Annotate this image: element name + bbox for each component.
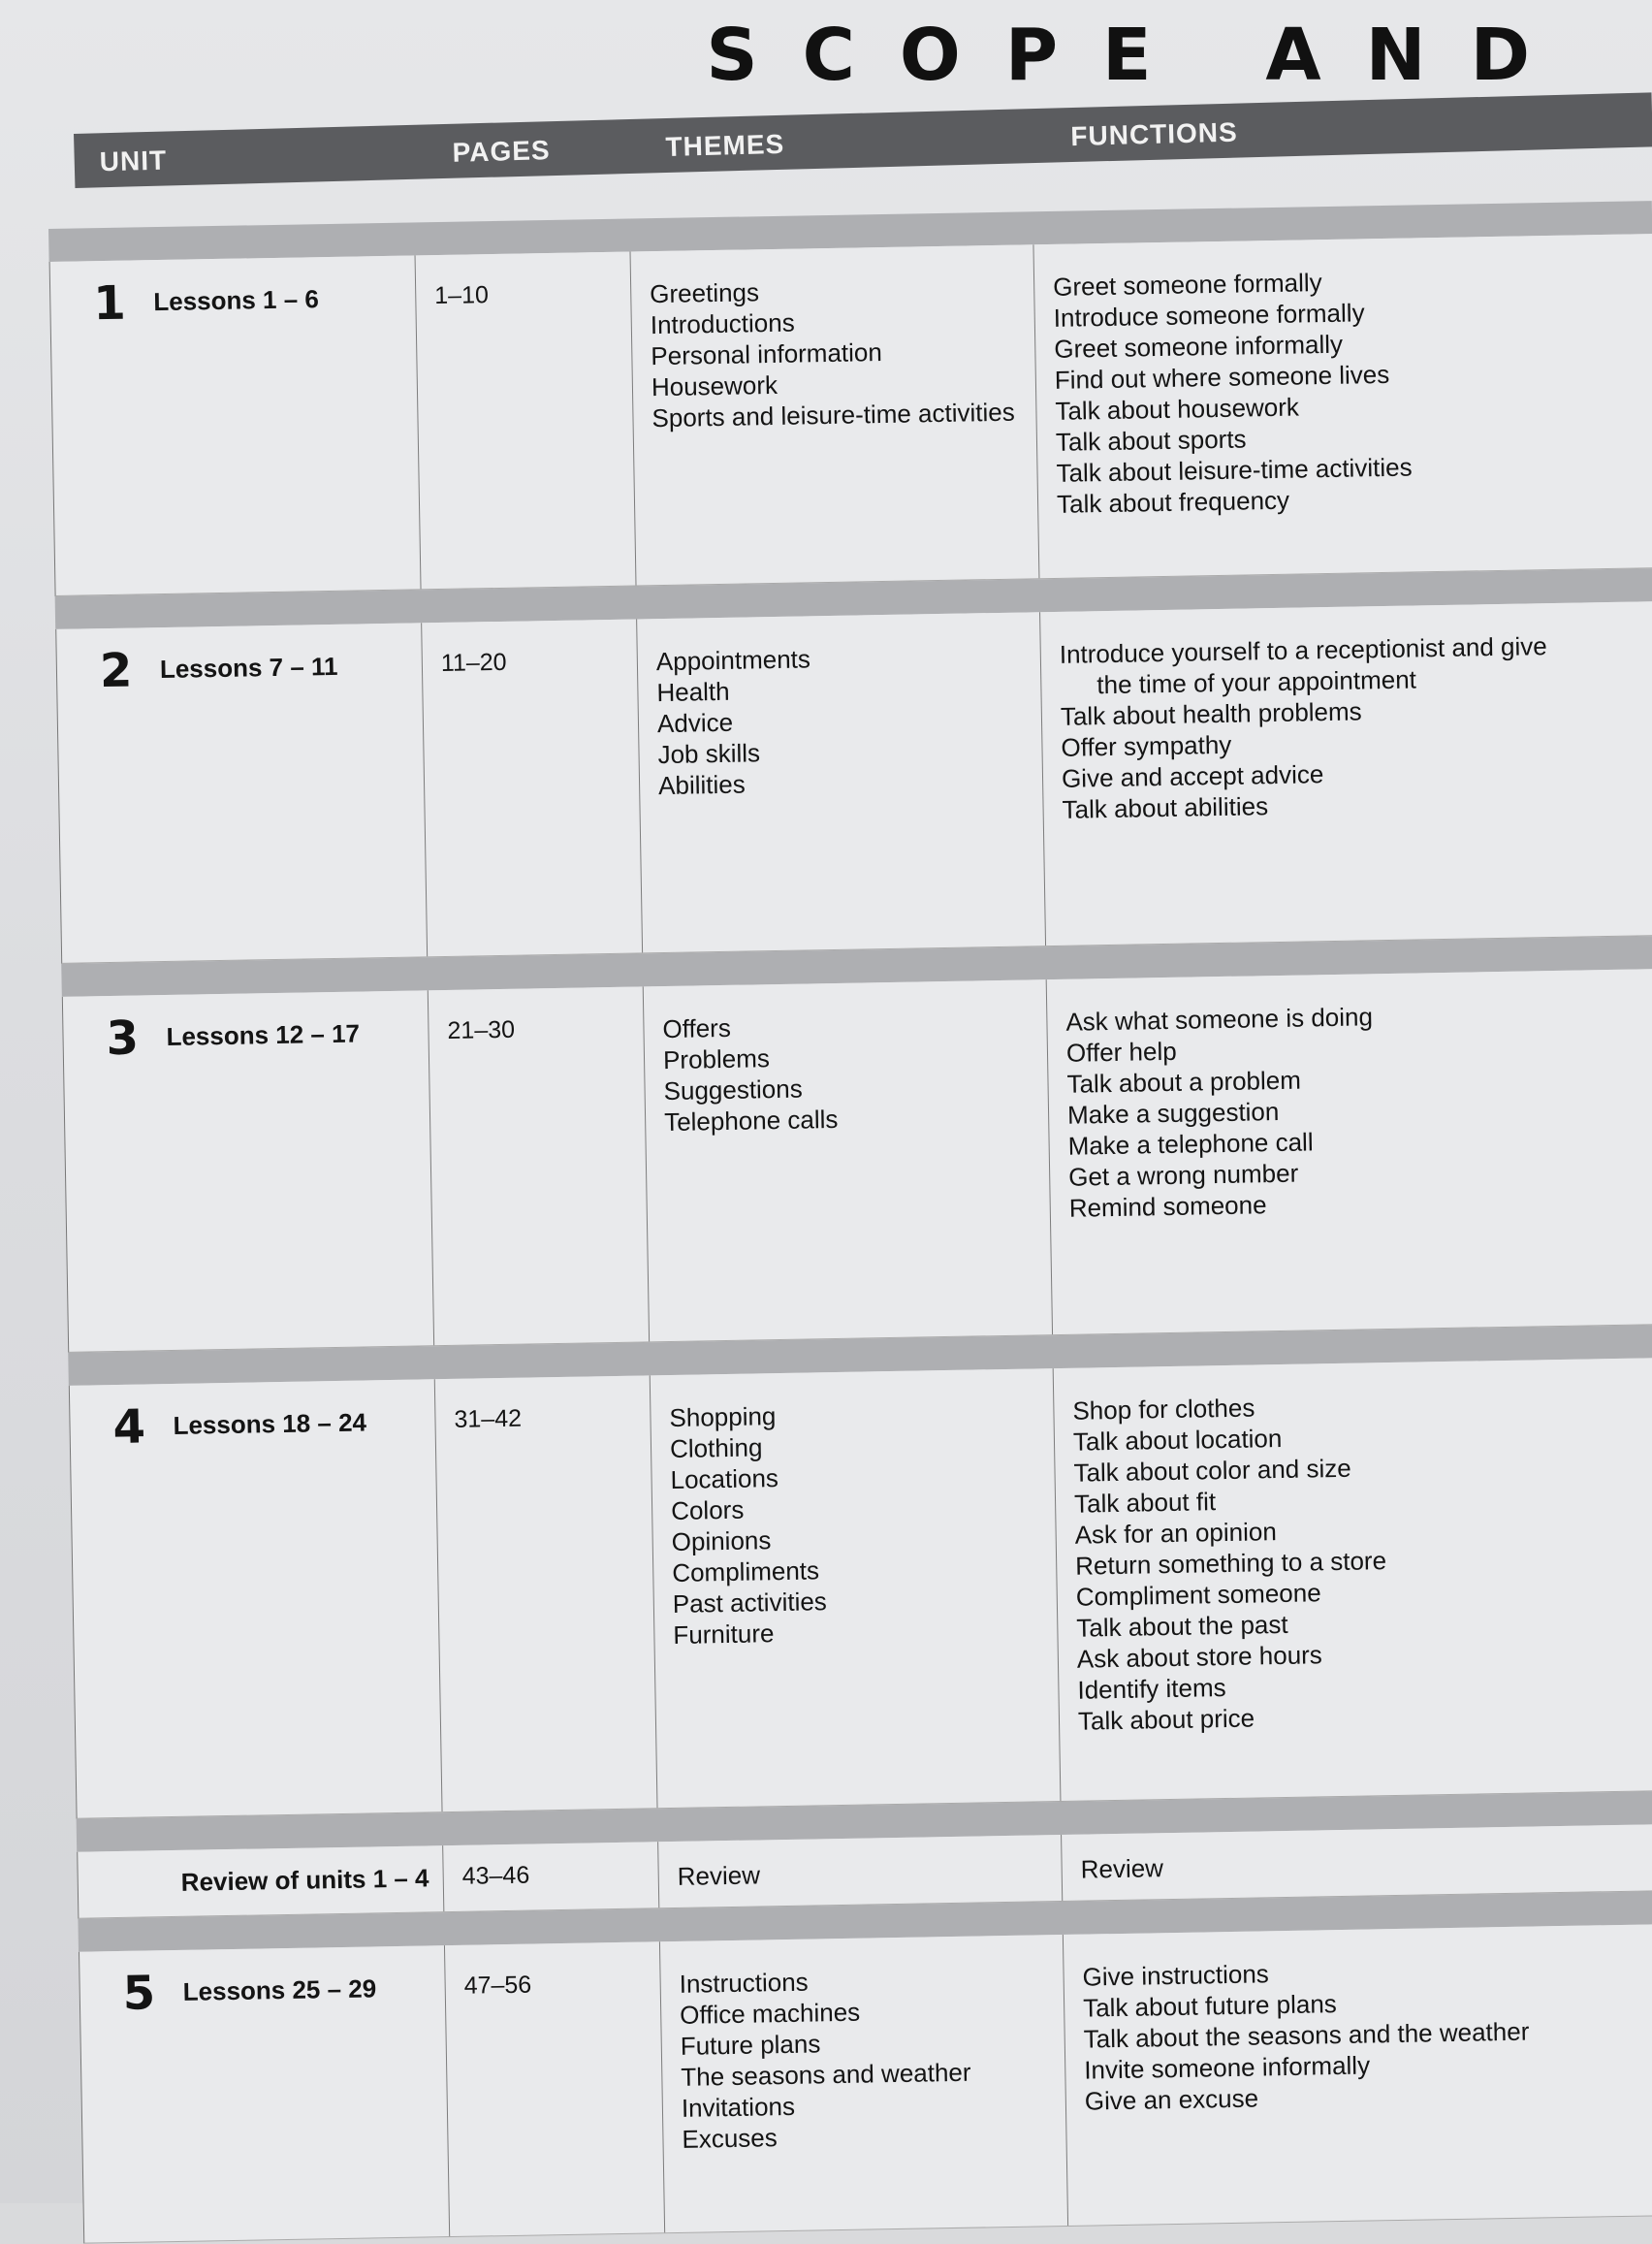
column-divider (1046, 979, 1053, 1334)
function-item: Talk about price (1077, 1703, 1255, 1736)
themes-list (669, 1399, 827, 1651)
function-item: Talk about future plans (1082, 1989, 1338, 2023)
column-divider (421, 623, 428, 956)
function-item: Ask what someone is doing (1065, 1002, 1374, 1037)
theme-item: Colors (670, 1494, 745, 1525)
function-item: Identify items (1077, 1673, 1226, 1705)
unit-pages: 47–56 (463, 1971, 532, 2000)
theme-item: Problems (662, 1043, 771, 1075)
unit-number: 4 (112, 1399, 146, 1456)
unit-lessons: Lessons 1 – 6 (153, 284, 320, 317)
function-item: Greet someone formally (1052, 268, 1322, 302)
themes-list (656, 643, 813, 801)
theme-item: Locations (670, 1463, 779, 1494)
function-item: Get a wrong number (1067, 1158, 1299, 1192)
column-divider (1063, 1935, 1068, 2226)
function-item: Review (1080, 1853, 1164, 1884)
themes-list (662, 1010, 838, 1138)
function-item: Give instructions (1082, 1959, 1270, 1992)
functions-list (1072, 1386, 1621, 1737)
function-item: Ask for an opinion (1074, 1517, 1278, 1550)
function-item: Talk about sports (1055, 424, 1247, 457)
function-item: Talk about leisure-time activities (1056, 452, 1413, 488)
theme-item: Opinions (671, 1525, 772, 1556)
themes-list (650, 272, 1015, 434)
function-item: Ask about store hours (1076, 1640, 1323, 1674)
unit-number: 5 (122, 1966, 156, 2021)
unit-lessons: Lessons 18 – 24 (173, 1407, 367, 1440)
unit-lessons: Lessons 25 – 29 (182, 1973, 377, 2006)
review-lessons: Review of units 1 – 4 (180, 1863, 429, 1897)
column-divider (636, 619, 643, 952)
function-item: Shop for clothes (1072, 1393, 1255, 1426)
theme-item: Compliments (672, 1555, 820, 1587)
function-item: Talk about location (1072, 1423, 1283, 1457)
unit-row-4 (68, 1325, 1652, 1819)
unit-pages: 21–30 (447, 1015, 516, 1044)
theme-item: Advice (656, 707, 734, 739)
function-item: Make a suggestion (1066, 1096, 1280, 1130)
header-unit: UNIT (99, 144, 168, 177)
unit-body (69, 1358, 1652, 1819)
column-divider (657, 1842, 659, 1907)
unit-body (62, 969, 1652, 1353)
theme-item: Excuses (682, 2123, 778, 2154)
theme-item: Invitations (681, 2091, 796, 2123)
theme-item: Appointments (655, 644, 811, 677)
functions-list (1082, 1952, 1628, 2117)
column-divider (444, 1945, 450, 2236)
column-divider (1039, 612, 1046, 946)
function-item: Introduce yourself to a receptionist and give (1059, 631, 1547, 669)
unit-pages: 11–20 (440, 648, 507, 677)
theme-item: Furniture (673, 1619, 775, 1650)
column-divider (1061, 1835, 1063, 1901)
function-item: Talk about abilities (1062, 791, 1269, 824)
function-item: Remind someone (1068, 1190, 1267, 1223)
column-divider (415, 255, 422, 589)
function-item: Talk about fit (1073, 1487, 1217, 1519)
theme-item: Future plans (680, 2029, 821, 2061)
functions-list (1060, 629, 1605, 825)
column-divider (428, 990, 434, 1345)
theme-item: Health (656, 676, 730, 708)
unit-row-5 (78, 1891, 1652, 2244)
function-item: Offer help (1065, 1036, 1177, 1068)
column-divider (1053, 1368, 1062, 1801)
functions-list (1065, 997, 1612, 1224)
themes-list (677, 1859, 760, 1891)
unit-number: 2 (99, 643, 133, 699)
table-header (74, 92, 1652, 188)
header-pages: PAGES (452, 135, 551, 168)
function-item: Talk about the past (1076, 1609, 1288, 1643)
theme-item: The seasons and weather (681, 2057, 971, 2092)
function-item: Greet someone informally (1054, 329, 1344, 364)
theme-item: Introductions (650, 307, 795, 340)
column-divider (630, 252, 637, 586)
header-functions: FUNCTIONS (1070, 116, 1239, 152)
theme-item: Sports and leisure-time activities (651, 397, 1015, 433)
function-item: Talk about frequency (1056, 485, 1290, 519)
function-item: Give and accept advice (1061, 759, 1324, 793)
theme-item: Greetings (650, 277, 760, 309)
page-title: SCOPE AND (706, 14, 1574, 97)
theme-item: Clothing (669, 1432, 763, 1464)
function-item-continuation: the time of your appointment (1096, 664, 1417, 700)
unit-body (79, 1924, 1652, 2244)
theme-item: Job skills (657, 738, 761, 770)
theme-item: Housework (651, 369, 778, 402)
themes-list (679, 1964, 972, 2155)
unit-number: 1 (92, 275, 127, 332)
column-divider (659, 1941, 665, 2232)
theme-item: Instructions (679, 1967, 809, 1999)
function-item: Talk about the seasons and the weather (1083, 2016, 1530, 2054)
function-item: Invite someone informally (1084, 2050, 1371, 2085)
theme-item: Suggestions (663, 1074, 803, 1106)
unit-body (49, 234, 1652, 596)
theme-item: Telephone calls (663, 1104, 839, 1138)
function-item: Offer sympathy (1061, 729, 1232, 762)
unit-body (55, 601, 1652, 964)
theme-item: Office machines (679, 1997, 861, 2030)
theme-item: Shopping (669, 1401, 777, 1433)
column-divider (650, 1375, 658, 1808)
functions-list (1080, 1844, 1623, 1885)
functions-list (1053, 262, 1600, 520)
unit-row-3 (61, 936, 1652, 1353)
unit-lessons: Lessons 12 – 17 (166, 1018, 361, 1052)
function-item: Return something to a store (1074, 1546, 1387, 1581)
function-item: Make a telephone call (1067, 1127, 1314, 1161)
unit-row-1 (48, 201, 1652, 596)
review-pages: 43–46 (461, 1861, 530, 1890)
theme-item: Personal information (651, 337, 883, 371)
column-divider (643, 986, 650, 1341)
function-item: Talk about health problems (1060, 696, 1362, 731)
column-divider (434, 1379, 443, 1811)
function-item: Give an excuse (1084, 2083, 1259, 2116)
theme-item: Review (677, 1860, 761, 1891)
function-item: Talk about housework (1055, 392, 1300, 426)
unit-number: 3 (106, 1010, 140, 1067)
function-item: Talk about color and size (1073, 1453, 1351, 1488)
column-divider (442, 1845, 444, 1911)
unit-pages: 1–10 (434, 281, 490, 310)
theme-item: Offers (662, 1012, 732, 1044)
unit-row-2 (55, 568, 1652, 964)
unit-lessons: Lessons 7 – 11 (159, 651, 338, 685)
unit-pages: 31–42 (454, 1404, 523, 1433)
scope-table (48, 201, 1652, 2244)
header-themes: THEMES (665, 128, 785, 163)
theme-item: Abilities (657, 769, 746, 801)
function-item: Introduce someone formally (1053, 298, 1365, 333)
function-item: Find out where someone lives (1054, 359, 1390, 395)
function-item: Talk about a problem (1066, 1065, 1302, 1099)
function-item: Compliment someone (1075, 1578, 1321, 1612)
column-divider (1032, 244, 1039, 578)
theme-item: Past activities (672, 1587, 828, 1619)
